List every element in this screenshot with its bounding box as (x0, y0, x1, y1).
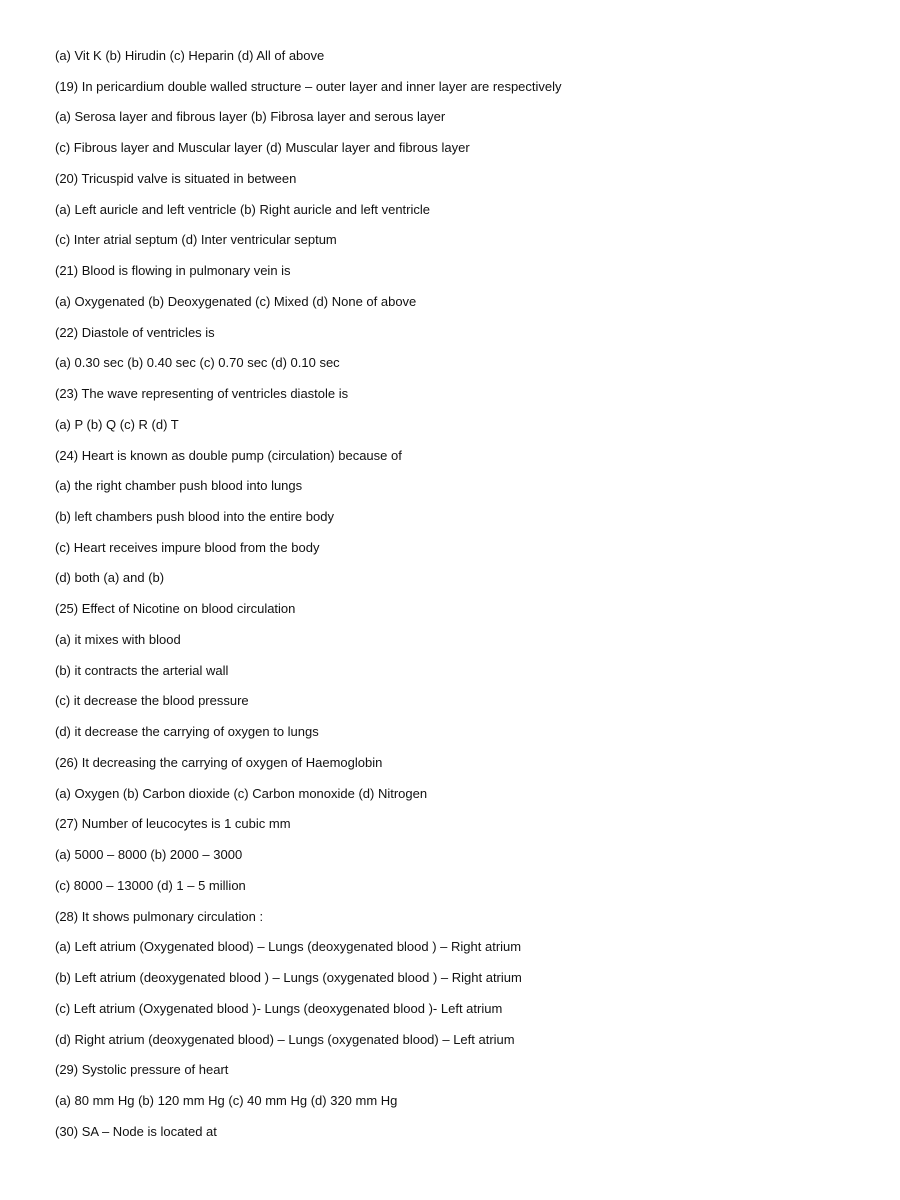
question-text: (23) The wave representing of ventricles diastole is (55, 386, 349, 402)
question-text: (20) Tricuspid valve is situated in between (55, 170, 297, 186)
document-body (55, 41, 880, 1147)
question-text: (28) It shows pulmonary circulation : (55, 908, 264, 924)
answer-options: (a) Left auricle and left ventricle (b) Right auricle and left ventricle (55, 201, 431, 217)
question-text: (19) In pericardium double walled structure – outer layer and inner layer are respectively (55, 78, 562, 94)
question-text: (24) Heart is known as double pump (circulation) because of (55, 447, 402, 463)
answer-options: (a) 5000 – 8000 (b) 2000 – 3000 (55, 847, 243, 863)
answer-options: (c) Left atrium (Oxygenated blood )- Lungs (deoxygenated blood )- Left atrium (55, 1000, 503, 1016)
answer-options: (a) the right chamber push blood into lungs (55, 478, 303, 494)
question-text: (30) SA – Node is located at (55, 1123, 217, 1139)
question-text: (27) Number of leucocytes is 1 cubic mm (55, 816, 291, 832)
answer-options: (a) 0.30 sec (b) 0.40 sec (c) 0.70 sec (d) 0.10 sec (55, 355, 340, 371)
answer-options: (b) it contracts the arterial wall (55, 662, 229, 678)
answer-options: (a) Left atrium (Oxygenated blood) – Lungs (deoxygenated blood ) – Right atrium (55, 939, 522, 955)
answer-options: (d) it decrease the carrying of oxygen to lungs (55, 724, 319, 740)
answer-options: (b) Left atrium (deoxygenated blood ) – Lungs (oxygenated blood ) – Right atrium (55, 970, 522, 986)
answer-options: (c) 8000 – 13000 (d) 1 – 5 million (55, 877, 246, 893)
answer-options: (a) it mixes with blood (55, 631, 181, 647)
question-text: (26) It decreasing the carrying of oxygen of Haemoglobin (55, 754, 383, 770)
answer-options: (d) both (a) and (b) (55, 570, 165, 586)
answer-options: (a) Vit K (b) Hirudin (c) Heparin (d) All of above (55, 48, 325, 63)
answer-options: (a) Serosa layer and fibrous layer (b) Fibrosa layer and serous layer (55, 109, 446, 125)
answer-options: (a) Oxygenated (b) Deoxygenated (c) Mixed (d) None of above (55, 293, 417, 309)
answer-options: (c) it decrease the blood pressure (55, 693, 249, 709)
question-text: (29) Systolic pressure of heart (55, 1062, 229, 1078)
answer-options: (b) left chambers push blood into the entire body (55, 509, 334, 525)
answer-options: (c) Inter atrial septum (d) Inter ventricular septum (55, 232, 337, 248)
answer-options: (c) Fibrous layer and Muscular layer (d) Muscular layer and fibrous layer (55, 140, 470, 156)
question-text: (25) Effect of Nicotine on blood circulation (55, 601, 296, 617)
question-text: (22) Diastole of ventricles is (55, 324, 215, 340)
answer-options: (a) P (b) Q (c) R (d) T (55, 416, 179, 432)
question-text: (21) Blood is flowing in pulmonary vein is (55, 263, 291, 279)
answer-options: (a) Oxygen (b) Carbon dioxide (c) Carbon monoxide (d) Nitrogen (55, 785, 428, 801)
answer-options: (a) 80 mm Hg (b) 120 mm Hg (c) 40 mm Hg (d) 320 mm Hg (55, 1092, 398, 1108)
answer-options: (c) Heart receives impure blood from the body (55, 539, 320, 555)
answer-options: (d) Right atrium (deoxygenated blood) – Lungs (oxygenated blood) – Left atrium (55, 1031, 515, 1047)
